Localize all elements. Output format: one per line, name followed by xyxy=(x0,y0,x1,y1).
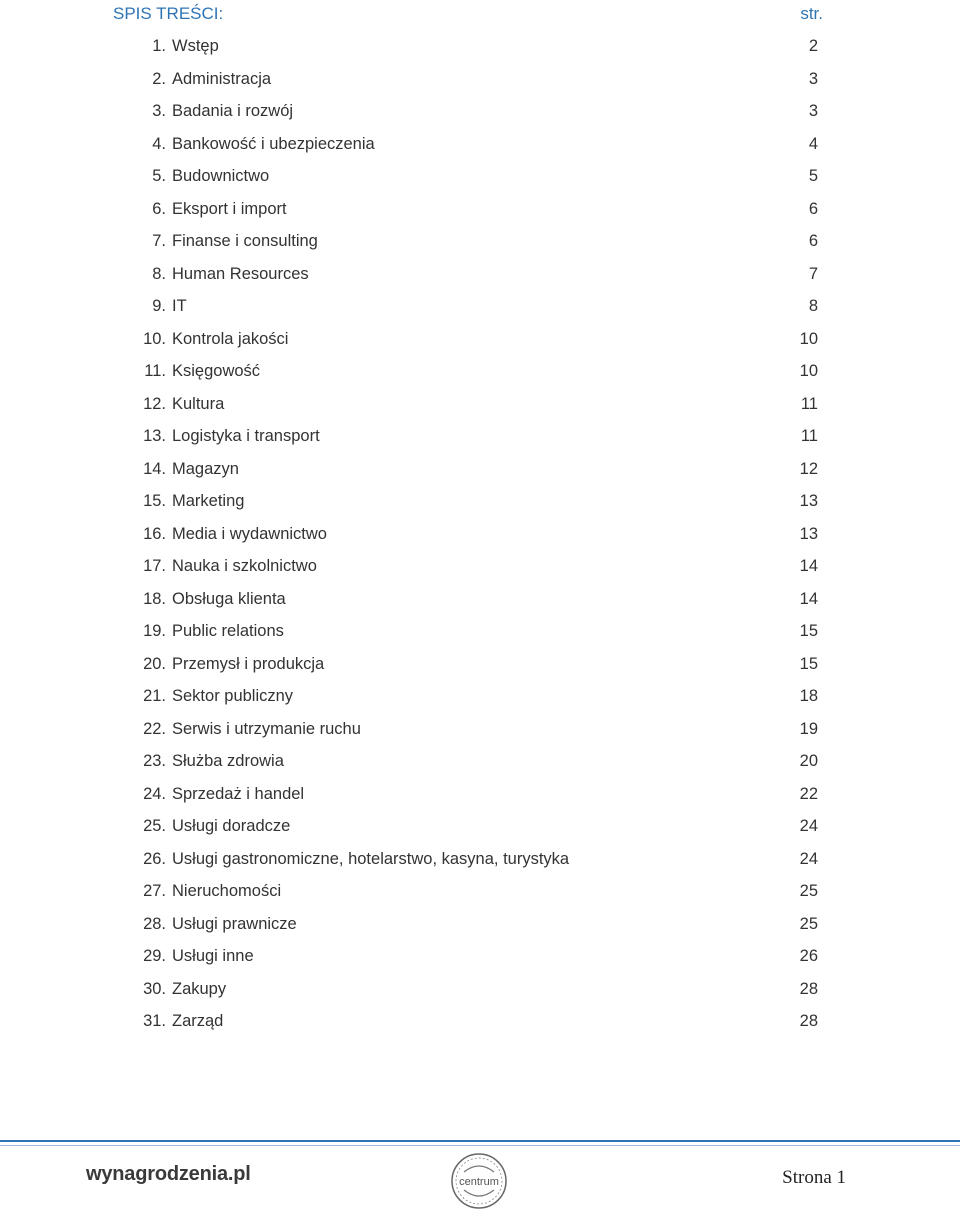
toc-entry-number: 21. xyxy=(143,687,166,705)
toc-entry-page: 22 xyxy=(799,784,818,803)
toc-entry-page: 6 xyxy=(808,199,818,218)
toc-entry[interactable] xyxy=(0,128,960,161)
toc-entry-label[interactable]: IT xyxy=(172,297,187,315)
toc-entry-number: 20. xyxy=(143,654,166,673)
toc-entry-label[interactable]: Przemysł i produkcja xyxy=(172,654,325,673)
toc-entry-page: 13 xyxy=(799,524,818,543)
toc-entry-page: 2 xyxy=(808,37,818,55)
footer-rule xyxy=(0,1140,960,1142)
toc-entry-label[interactable]: Bankowość i ubezpieczenia xyxy=(172,134,375,153)
toc-entry-label[interactable]: Serwis i utrzymanie ruchu xyxy=(172,719,361,738)
toc-entry-page: 15 xyxy=(799,622,818,640)
toc-entry[interactable] xyxy=(0,648,960,681)
toc-list xyxy=(0,30,960,1038)
toc-entry-page: 3 xyxy=(808,102,818,120)
toc-entry[interactable] xyxy=(0,940,960,973)
toc-entry[interactable] xyxy=(0,95,960,128)
toc-entry[interactable] xyxy=(0,518,960,551)
page-number: Strona 1 xyxy=(782,1167,846,1188)
toc-entry-page: 25 xyxy=(799,882,818,900)
centrum-logo-text: centrum xyxy=(459,1176,499,1188)
toc-entry-label[interactable]: Badania i rozwój xyxy=(172,102,294,120)
toc-entry-label[interactable]: Usługi prawnicze xyxy=(172,914,297,933)
footer-brand-logo: wynagrodzenia.pl xyxy=(86,1163,251,1185)
toc-entry-label[interactable]: Nauka i szkolnictwo xyxy=(172,557,317,575)
toc-entry[interactable] xyxy=(0,583,960,616)
toc-entry-page: 11 xyxy=(800,394,818,413)
footer-rule-thin xyxy=(0,1145,960,1146)
toc-entry-number: 26. xyxy=(143,849,166,868)
toc-entry-page: 25 xyxy=(799,914,818,933)
toc-entry-page: 14 xyxy=(799,557,818,575)
toc-entry-label[interactable]: Administracja xyxy=(172,69,272,88)
toc-entry[interactable] xyxy=(0,63,960,96)
toc-entry[interactable] xyxy=(0,810,960,843)
toc-entry[interactable] xyxy=(0,30,960,63)
toc-entry-label[interactable]: Nieruchomości xyxy=(172,882,282,900)
toc-entry-number: 8. xyxy=(152,264,166,283)
toc-entry[interactable] xyxy=(0,355,960,388)
toc-entry[interactable] xyxy=(0,258,960,291)
toc-entry-page: 5 xyxy=(808,167,818,185)
toc-entry-label[interactable]: Sektor publiczny xyxy=(172,687,294,705)
toc-entry[interactable] xyxy=(0,713,960,746)
toc-entry-label[interactable]: Zakupy xyxy=(172,979,227,998)
toc-entry-number: 2. xyxy=(152,69,166,88)
toc-entry-page: 7 xyxy=(808,264,818,283)
toc-entry[interactable] xyxy=(0,290,960,323)
toc-entry-label[interactable]: Usługi inne xyxy=(172,947,254,965)
toc-entry-number: 30. xyxy=(143,979,166,998)
toc-entry-number: 1. xyxy=(152,37,166,55)
toc-entry-number: 18. xyxy=(143,589,166,608)
toc-entry-label[interactable]: Obsługa klienta xyxy=(172,589,286,608)
toc-entry-page: 12 xyxy=(799,459,818,478)
toc-entry-label[interactable]: Usługi doradcze xyxy=(172,817,291,835)
toc-entry-page: 8 xyxy=(808,297,818,315)
toc-header xyxy=(113,4,823,26)
toc-entry-number: 7. xyxy=(152,232,166,250)
toc-entry[interactable] xyxy=(0,420,960,453)
toc-entry-label[interactable]: Służba zdrowia xyxy=(172,752,284,770)
toc-entry-number: 24. xyxy=(143,784,166,803)
toc-entry-number: 16. xyxy=(143,524,166,543)
toc-entry-page: 4 xyxy=(808,134,818,153)
toc-entry-number: 22. xyxy=(143,719,166,738)
toc-entry[interactable] xyxy=(0,908,960,941)
toc-entry-label[interactable]: Wstęp xyxy=(172,37,219,55)
toc-entry-label[interactable]: Księgowość xyxy=(172,362,261,380)
toc-entry-label[interactable]: Human Resources xyxy=(172,264,309,283)
toc-entry-number: 17. xyxy=(143,557,166,575)
toc-entry-number: 10. xyxy=(143,329,166,348)
toc-entry-label[interactable]: Finanse i consulting xyxy=(172,232,318,250)
toc-entry[interactable] xyxy=(0,875,960,908)
toc-entry-page: 28 xyxy=(799,979,818,998)
toc-entry-number: 3. xyxy=(152,102,166,120)
toc-entry-label[interactable]: Usługi gastronomiczne, hotelarstwo, kasyna, turystyka xyxy=(172,849,570,868)
toc-entry-page: 3 xyxy=(808,69,818,88)
toc-entry-number: 28. xyxy=(143,914,166,933)
toc-entry-page: 11 xyxy=(800,427,818,445)
toc-entry-number: 31. xyxy=(143,1012,166,1030)
toc-entry[interactable] xyxy=(0,193,960,226)
toc-entry[interactable] xyxy=(0,778,960,811)
toc-entry-page: 13 xyxy=(799,492,818,510)
toc-entry[interactable] xyxy=(0,485,960,518)
toc-entry-label[interactable]: Sprzedaż i handel xyxy=(172,784,305,803)
toc-entry-label[interactable]: Eksport i import xyxy=(172,199,287,218)
toc-entry[interactable] xyxy=(0,160,960,193)
toc-entry[interactable] xyxy=(0,973,960,1006)
toc-entry-number: 25. xyxy=(143,817,166,835)
toc-entry-number: 13. xyxy=(143,427,166,445)
toc-entry-page: 24 xyxy=(799,817,818,835)
toc-entry-number: 6. xyxy=(152,199,166,218)
toc-entry-page: 18 xyxy=(799,687,818,705)
toc-entry-label[interactable]: Marketing xyxy=(172,492,245,510)
toc-entry-label[interactable]: Media i wydawnictwo xyxy=(172,524,327,543)
page-column-label: str. xyxy=(800,4,823,23)
toc-entry-number: 11. xyxy=(144,362,166,380)
toc-entry-number: 27. xyxy=(143,882,166,900)
toc-entry-number: 14. xyxy=(143,459,166,478)
centrum-logo-icon xyxy=(450,1152,508,1210)
toc-entry-page: 6 xyxy=(808,232,818,250)
toc-title: SPIS TREŚCI: xyxy=(113,4,224,23)
toc-entry-number: 23. xyxy=(143,752,166,770)
toc-entry-label[interactable]: Zarząd xyxy=(172,1012,224,1030)
toc-entry[interactable] xyxy=(0,615,960,648)
toc-entry-number: 15. xyxy=(143,492,166,510)
toc-entry-number: 29. xyxy=(143,947,166,965)
toc-entry-page: 14 xyxy=(799,589,818,608)
toc-entry-page: 26 xyxy=(799,947,818,965)
toc-entry-number: 19. xyxy=(143,622,166,640)
toc-entry[interactable] xyxy=(0,323,960,356)
toc-entry-label[interactable]: Budownictwo xyxy=(172,167,270,185)
toc-entry-label[interactable]: Magazyn xyxy=(172,459,239,478)
toc-entry-number: 4. xyxy=(152,134,166,153)
toc-entry[interactable] xyxy=(0,225,960,258)
toc-entry-page: 28 xyxy=(799,1012,818,1030)
toc-entry-number: 5. xyxy=(152,167,166,185)
toc-entry-number: 12. xyxy=(143,394,166,413)
toc-entry[interactable] xyxy=(0,745,960,778)
toc-entry-number: 9. xyxy=(152,297,166,315)
toc-entry-page: 24 xyxy=(799,849,818,868)
toc-entry-label[interactable]: Kultura xyxy=(172,394,225,413)
toc-entry-page: 19 xyxy=(799,719,818,738)
toc-entry[interactable] xyxy=(0,388,960,421)
toc-entry-page: 20 xyxy=(799,752,818,770)
toc-entry-label[interactable]: Logistyka i transport xyxy=(172,427,320,445)
toc-entry[interactable] xyxy=(0,1005,960,1038)
toc-entry-page: 10 xyxy=(799,362,818,380)
toc-entry[interactable] xyxy=(0,550,960,583)
toc-entry-page: 15 xyxy=(799,654,818,673)
toc-entry-label[interactable]: Public relations xyxy=(172,622,284,640)
toc-entry-label[interactable]: Kontrola jakości xyxy=(172,329,289,348)
toc-entry-page: 10 xyxy=(799,329,818,348)
toc-entry[interactable] xyxy=(0,843,960,876)
toc-entry[interactable] xyxy=(0,453,960,486)
toc-entry[interactable] xyxy=(0,680,960,713)
